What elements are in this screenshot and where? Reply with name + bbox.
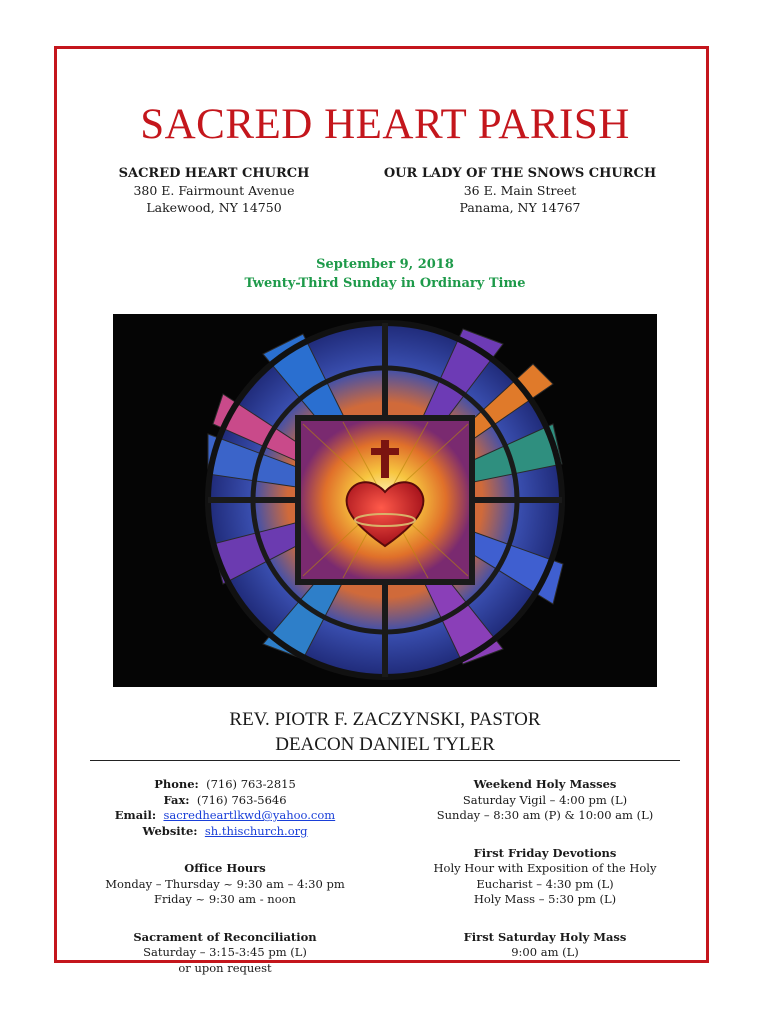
- first-friday-line1: Holy Hour with Exposition of the Holy: [433, 861, 657, 875]
- first-friday-line3: Holy Mass – 5:30 pm (L): [473, 892, 617, 906]
- church-name: SACRED HEART CHURCH: [118, 166, 310, 181]
- email-link[interactable]: sacredheartlkwd@yahoo.com: [163, 808, 336, 822]
- fax-value: (716) 763-5646: [196, 792, 287, 807]
- deacon-name: DEACON DANIEL TYLER: [275, 734, 495, 755]
- website-link[interactable]: sh.thischurch.org: [204, 823, 308, 838]
- church-address-line1: 380 E. Fairmount Avenue: [133, 183, 295, 198]
- liturgical-occasion: Twenty-Third Sunday in Ordinary Time: [244, 276, 526, 291]
- weekend-masses-line1: Saturday Vigil – 4:00 pm (L): [462, 792, 628, 807]
- church-address-line2: Lakewood, NY 14750: [146, 200, 282, 215]
- first-saturday-line1: 9:00 am (L): [511, 945, 579, 959]
- church-address-line2: Panama, NY 14767: [459, 200, 581, 215]
- stained-glass-svg: [113, 314, 657, 687]
- phone-value: (716) 763-2815: [206, 777, 296, 791]
- email-line: [100, 808, 350, 824]
- parish-title: SACRED HEART PARISH: [140, 101, 630, 148]
- reconciliation-line2: or upon request: [178, 960, 272, 975]
- weekend-masses-line2: Sunday – 8:30 am (P) & 10:00 am (L): [436, 808, 654, 822]
- email-label: Email:: [114, 808, 157, 822]
- website-line: [100, 824, 350, 840]
- fax-line: [100, 793, 350, 809]
- date-block: [0, 255, 770, 293]
- first-friday-heading: First Friday Devotions: [473, 845, 617, 860]
- office-hours-heading: Office Hours: [184, 861, 266, 875]
- stained-glass-window-image: [113, 314, 657, 687]
- right-info-column: [420, 777, 670, 961]
- office-hours-line1: Monday – Thursday ~ 9:30 am – 4:30 pm: [105, 876, 345, 891]
- website-label: Website:: [142, 823, 198, 838]
- church-name: OUR LADY OF THE SNOWS CHURCH: [383, 166, 657, 181]
- reconciliation-heading: Sacrament of Reconciliation: [133, 929, 317, 944]
- church-address-line1: 36 E. Main Street: [463, 183, 577, 198]
- clergy-block: [0, 707, 770, 757]
- reconciliation-line1: Saturday – 3:15-3:45 pm (L): [143, 945, 307, 959]
- church-right: [370, 165, 670, 216]
- pastor-name: REV. PIOTR F. ZACZYNSKI, PASTOR: [229, 709, 541, 730]
- divider: [90, 760, 680, 761]
- first-friday-line2: Eucharist – 4:30 pm (L): [476, 876, 614, 891]
- fax-label: Fax:: [163, 792, 190, 807]
- office-hours-line2: Friday ~ 9:30 am - noon: [154, 892, 296, 906]
- bulletin-date: September 9, 2018: [316, 257, 454, 272]
- church-left: [64, 165, 364, 216]
- left-info-column: [100, 777, 350, 976]
- phone-label: Phone:: [154, 777, 199, 791]
- phone-line: [100, 777, 350, 793]
- weekend-masses-heading: Weekend Holy Masses: [473, 777, 617, 791]
- first-saturday-heading: First Saturday Holy Mass: [463, 929, 627, 944]
